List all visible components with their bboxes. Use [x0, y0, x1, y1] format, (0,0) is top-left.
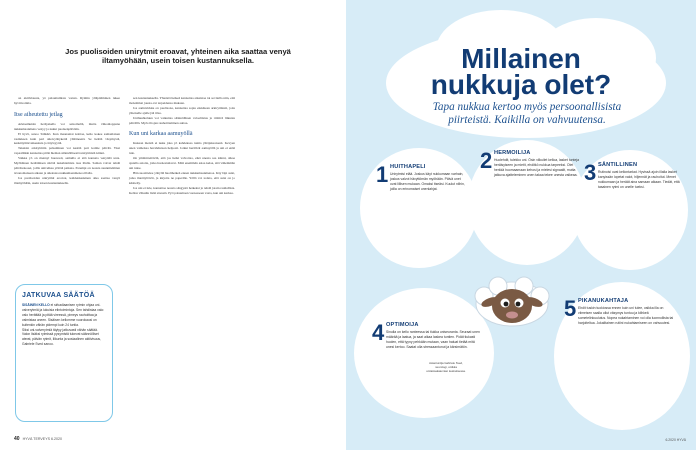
page-number: 40: [14, 436, 20, 442]
sleeper-type-5: [564, 298, 676, 326]
sidebar-text: [22, 303, 106, 328]
type-number: 3: [584, 160, 597, 185]
paragraph: Unihuuhteluun voi vaikuttaa säännöllinen valoaltistus ja riittävä liikunta päivällä. Myös iltojen rauhoittaminen auttaa.: [129, 115, 235, 125]
type-name: PIKANUKAHTAJA: [578, 298, 629, 304]
section-heading: Kun uni karkaa aamuyöllä: [129, 131, 193, 138]
type-name: SÄNTILLINEN: [598, 162, 638, 168]
paragraph: Takaisin arkirytmiin palaaminen voi kestää pari kolme päivää. Yksi vapaalläkin kannattaa pitää hieman säännöllisestä unirytmistä kiinni.: [14, 146, 120, 156]
sleeper-type-2: [480, 150, 580, 178]
paragraph: Hän suosittelee yöhyllä huolihetkeä ennen nukkumaanmenoa. Käy läpi asiat, jotka mietityttävät, ja kirjoita ne paperille. Yöllä voi todeta, että asiat on jo käsitelty.: [129, 170, 235, 185]
title-line-2: nukkuja olet?: [430, 69, 612, 100]
pull-quote: Jos puolisoiden unirytmit eroavat, yhteinen aika saattaa venyä iltamyöhään, usein toisen kustannuksella.: [65, 47, 291, 66]
page-folio-right: 6.2020 HYVÄ: [665, 438, 686, 442]
sidebar-text-1: ei sirkadiaanisen rytmin ohjaa uni-valverytmiä ja lukuisia elintoimintoja. Sen tahdistaa valo: valo herättää ja pitää vireessä, pimeys rauhoittaa ja valmistaa uneen. Sisäisen kellomme vuorokausi on kuitenkin vähän pidempi kuin 24 tuntia.: [22, 303, 105, 327]
type-name: HERMOILIJA: [494, 150, 531, 156]
sleeper-type-1: [376, 164, 468, 192]
feature-subtitle: Tapa nukkua kertoo myös persoonallisista piirteistä. Kaikilla on vahvuutensa.: [432, 101, 622, 126]
paragraph: Kukaan meistä ei nuku joka yö kahdeksaa tuntia yhtäjaksoisesti. Kevyen unen vaiheissa havahdutaan helposti. Jotkut heräävät aamuyöllä ja uni ei enää tule.: [129, 141, 235, 156]
publication-name: HYVÄ TERVEYS 6.2020: [22, 437, 62, 441]
paragraph: sen kustannuksella. Yhteistä hetkeä kannattaa aikaistaa tai sovitella niin, että molemmat jousta-vat tarpeidensa mukaan.: [129, 96, 235, 105]
type-number: 4: [372, 320, 385, 345]
feature-title: [346, 43, 696, 100]
expert-caption: Asiantuntija Gabriele Sved, neurologi, uniikka unitaitoakatemian keskuksessa.: [426, 361, 466, 373]
title-line-1: Millainen: [461, 43, 581, 74]
paragraph: El hyvä, sanoo Sääkäri. Kun maanantai koittaa, keho kokee samanlaisen rasituksen kuin pari aikavyöhykettä ylittäneenä. Se heitää väsymystä, keskittymisvaikeuksia ja ärtyisyyttä.: [14, 131, 120, 146]
sleeper-type-3: [584, 162, 682, 190]
paragraph: Vaikka yö on mennyt huonosti, aamulla ei sitä kannata venyttää unta. Myöhäinen heräämisen siirtää nukahtamista taas illalla. Saman voivat tehdä päivänokoset, joilla univelkaa yrittää paikata. Parempi on nousta suunnitelmien tavanomaiseen aikaan ja aikaistaa nukkumaanmenoa illalla.: [14, 156, 120, 175]
paragraph: On ymmärrettävää, että jos hetki valvottaa, eikä unesta saa kiinni, alkaa ajatella asioita, jotka huolestuttavat. Mitä enemmän asiaa kelaa, sitä vähemmän uni tulee.: [129, 156, 235, 170]
section-heading: Itse aiheutettu jetlag: [14, 111, 63, 118]
sidebar-lead: SISÄINEN KELLO: [22, 303, 50, 307]
sidebar-text-2: Siksi uni-valverytmiä täytyy jatkuvasti vähän säätää. Valon lisäksi rytmissä pysymistä tukevat säännölliset aterat, päivän rytmit, liikunta ja sosiaalinen aktiivisuus, Gabriele Sved sanoo.: [22, 327, 101, 347]
paragraph: Jos aamuvirkku on puolisona, kannattaa sopia etukäteen arkirytmistä, jotta yhteiselle ajalle jää tilaa.: [129, 105, 235, 115]
type-number: 5: [564, 296, 577, 321]
sidebar-title: JATKUVAA SÄÄTÖÄ: [22, 292, 95, 299]
type-text: Sinulla on kello ranteessa tai tiukka uniseuranta. Seuraat unen määrää ja laatua, ja saat aikaa laskea tuntien. Pidät tiukasti huolen, että tyyny pehkään mutaan, vaan haluat tietää mitä unesi kertoo. Saatat olla stressaantunut ja kärsimätön.: [386, 330, 480, 349]
paragraph: Jos puolisoiden unirytmit eroavat, kahdenkeskinen aika saattaa venyä iltamyöhään, usein toisen kustannuksella.: [14, 175, 120, 185]
type-name: HUITHAPELI: [390, 164, 426, 170]
type-number: 2: [480, 148, 493, 173]
type-text: Rutinoisi ovat kellontarkat. Hyvissä ajoin illalla lasket kanyissän lopetat valot, hiljennät ja rauhoitut. Menet nukkumaan ja heräät aina samaan aikaan. Tiedät, että tasainen rytmi on unelle tueksi.: [598, 170, 680, 189]
type-text: Ehdit tuskin tuokiossa ennen kuin uni tulee, vaikka illa on viimeisen saalla ollut väsymys tuntuu ja kiihkeä sometelinkuulutus. Nopea nukahtaminen voi olla luonnollista tai harjoiteltua. Jokailtainen rutiini nukahtamiseen on vahvuutesi.: [578, 306, 674, 325]
page-folio-left: [14, 436, 62, 442]
article-column-1: [14, 96, 120, 186]
right-page: [346, 0, 696, 450]
type-text: Huolehdit, tulekko uni. Ösin vilkuilet kelloa, lasket tunteja heräisyiseen ja mietit, ehditkö nukkua tarpeeksi. Olet herkkä huomaamaan kehosi ja mielesi signaalit, mutta jatkuva ajatteleminen unen takaa tekee unesta vaikeaa.: [494, 158, 579, 177]
type-text: Unirytmisi elää. Joskus käyt nukkumaan varhain, joskus valvot hävyttömän myöhään. Päivä unet ovat lillisen mukaan. Omaksi itseäsi. Kuulut niihin, joilla on erinomaiset unenlahjat.: [390, 172, 465, 191]
sheep-illustration: [462, 262, 562, 342]
article-column-2: [129, 96, 235, 195]
type-name: OPTIMOIJA: [386, 322, 419, 328]
paragraph: Jos uni ei tule, kannattaa nousta sängystä hetkeksi ja tehdä jotain rauhallista. Kellon vilkuilu lisää stressiä. Pyri palaamaan vuoteeseen vasta, kun uni karkaa.: [129, 185, 235, 195]
type-number: 1: [376, 162, 389, 187]
paragraph: Arkiaamuisin heräyskello voi seisomaltä, mutta viikonloppuna nukkumaanmeno venyy ja nukut puoleenpäivään.: [14, 121, 120, 131]
paragraph: on aktiivisuuta, yö palauttumista varten. Rytmin ylläpitäminen tukee hyvinvointia.: [14, 96, 120, 105]
sidebar-box: [15, 284, 113, 422]
left-page: [0, 0, 346, 450]
